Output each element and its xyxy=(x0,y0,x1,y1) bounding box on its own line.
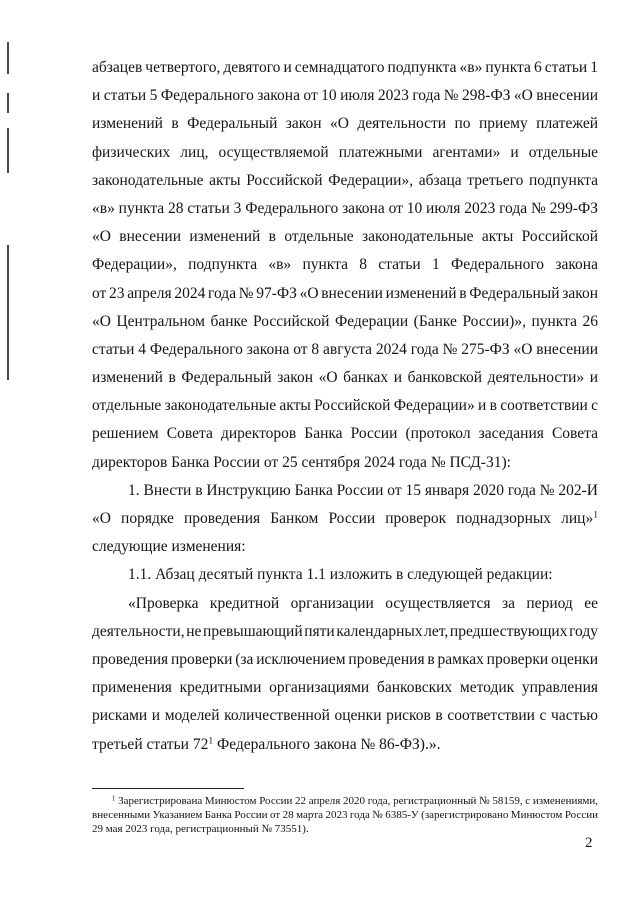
item1-line-text: следующие изменения: xyxy=(92,538,246,556)
preamble-line-text: законодательные акты Российской Федерации», абзаца третьего подпункта xyxy=(92,171,598,189)
preamble-line xyxy=(92,420,598,448)
article-superscript: 1 xyxy=(208,735,214,747)
quote-line-text-part: третьей статьи 72 xyxy=(92,735,209,753)
footnote-line-text: 29 мая 2023 года, регистрационный № 73551). xyxy=(92,823,309,835)
footnote-line-text-part: Зарегистрирована Минюстом России 22 апреля 2020 года, регистрационный № 58159, с изменениями, xyxy=(118,795,599,807)
scan-edge-mark xyxy=(7,42,9,74)
preamble-line-text: статьи 4 Федерального закона от 8 августа 2024 года № 275-ФЗ «О внесении xyxy=(92,340,598,358)
quote-line xyxy=(92,618,598,646)
preamble-line xyxy=(92,251,598,279)
preamble-line xyxy=(92,110,598,138)
quote-line xyxy=(92,702,598,730)
item1-line xyxy=(92,505,598,533)
preamble-line xyxy=(92,139,598,167)
quote-line-text xyxy=(92,736,440,753)
preamble-line xyxy=(92,336,598,364)
quote-line-text: проведения проверки (за исключением проведения в рамках проверки оценки xyxy=(92,650,598,668)
quote-line xyxy=(92,590,598,618)
preamble-line-text: Федерации», подпункта «в» пункта 8 статьи 1 Федерального закона xyxy=(92,256,598,274)
page-number: 2 xyxy=(585,835,593,851)
preamble-line xyxy=(92,280,598,308)
preamble-line xyxy=(92,364,598,392)
preamble-line-text: и статьи 5 Федерального закона от 10 июля 2023 года № 298-ФЗ «О внесении xyxy=(92,87,598,105)
preamble-line xyxy=(92,54,598,82)
preamble-line-text: директоров Банка России от 25 сентября 2024 года № ПСД-31): xyxy=(92,453,511,471)
preamble-line-text: «в» пункта 28 статьи 3 Федерального закона от 10 июля 2023 года № 299-ФЗ xyxy=(92,199,598,217)
preamble-line-text: «О Центральном банке Российской Федерации (Банке России)», пункта 26 xyxy=(92,312,598,330)
item1-line-text xyxy=(92,505,598,533)
preamble-line xyxy=(92,449,598,477)
footnote-separator xyxy=(92,788,244,789)
scan-edge-mark xyxy=(7,245,9,380)
quote-line-text: деятельности, не превышающий пяти календарных лет, предшествующих году xyxy=(92,622,598,640)
footnote-line-text xyxy=(112,794,598,808)
preamble-line xyxy=(92,392,598,420)
preamble-line-text: изменений в Федеральный закон «О деятельности по приему платежей xyxy=(92,115,598,133)
quote-line xyxy=(92,646,598,674)
item1-1-heading-text: 1.1. Абзац десятый пункта 1.1 изложить в следующей редакции: xyxy=(128,566,553,584)
preamble-line-text: изменений в Федеральный закон «О банках и банковской деятельности» и xyxy=(92,369,598,387)
scan-edge-mark xyxy=(7,93,9,113)
footnote-line-text: внесенными Указанием Банка России от 28 марта 2023 года № 6385-У (зарегистрировано Минюстом России xyxy=(92,809,598,821)
preamble-line-text: от 23 апреля 2024 года № 97-ФЗ «О внесении изменений в Федеральный закон xyxy=(92,284,598,302)
preamble-line-text: решением Совета директоров Банка России (протокол заседания Совета xyxy=(92,425,598,443)
footnote-reference: 1 xyxy=(593,509,598,521)
quote-line xyxy=(92,731,598,759)
preamble-line-text: физических лиц, осуществляемой платежными агентами» и отдельные xyxy=(92,143,598,161)
item1-line xyxy=(92,533,598,561)
footnote-line xyxy=(92,822,598,836)
scan-edge-mark xyxy=(7,128,9,173)
quote-line-text: «Проверка кредитной организации осуществляется за период ее xyxy=(128,594,598,612)
preamble-line xyxy=(92,195,598,223)
footnote xyxy=(92,794,598,836)
item1-line-text: 1. Внести в Инструкцию Банка России от 15 января 2020 года № 202-И xyxy=(128,481,598,499)
preamble-line xyxy=(92,223,598,251)
preamble-line xyxy=(92,308,598,336)
quote-line xyxy=(92,674,598,702)
item1-line-text-part: «О порядке проведения Банком России проверок поднадзорных лиц» xyxy=(92,510,594,527)
document-body xyxy=(92,54,598,759)
quote-line-text-part: Федерального закона № 86-ФЗ).». xyxy=(213,735,441,753)
footnote-line xyxy=(92,794,598,808)
preamble-line-text: «О внесении изменений в отдельные законодательные акты Российской xyxy=(92,228,598,246)
footnote-marker: 1 xyxy=(112,795,116,803)
footnote-line xyxy=(92,808,598,822)
preamble-line-text: отдельные законодательные акты Российской Федерации» и в соответствии с xyxy=(92,397,598,415)
item1-line xyxy=(92,477,598,505)
item1-1-heading xyxy=(92,561,598,589)
quote-line-text: применения кредитными организациями банковских методик управления xyxy=(92,679,598,697)
preamble-line xyxy=(92,167,598,195)
preamble-line-text: абзацев четвертого, девятого и семнадцатого подпункта «в» пункта 6 статьи 1 xyxy=(92,59,598,76)
preamble-line xyxy=(92,82,598,110)
quote-line-text: рисками и моделей количественной оценки рисков в соответствии с частью xyxy=(92,707,598,725)
